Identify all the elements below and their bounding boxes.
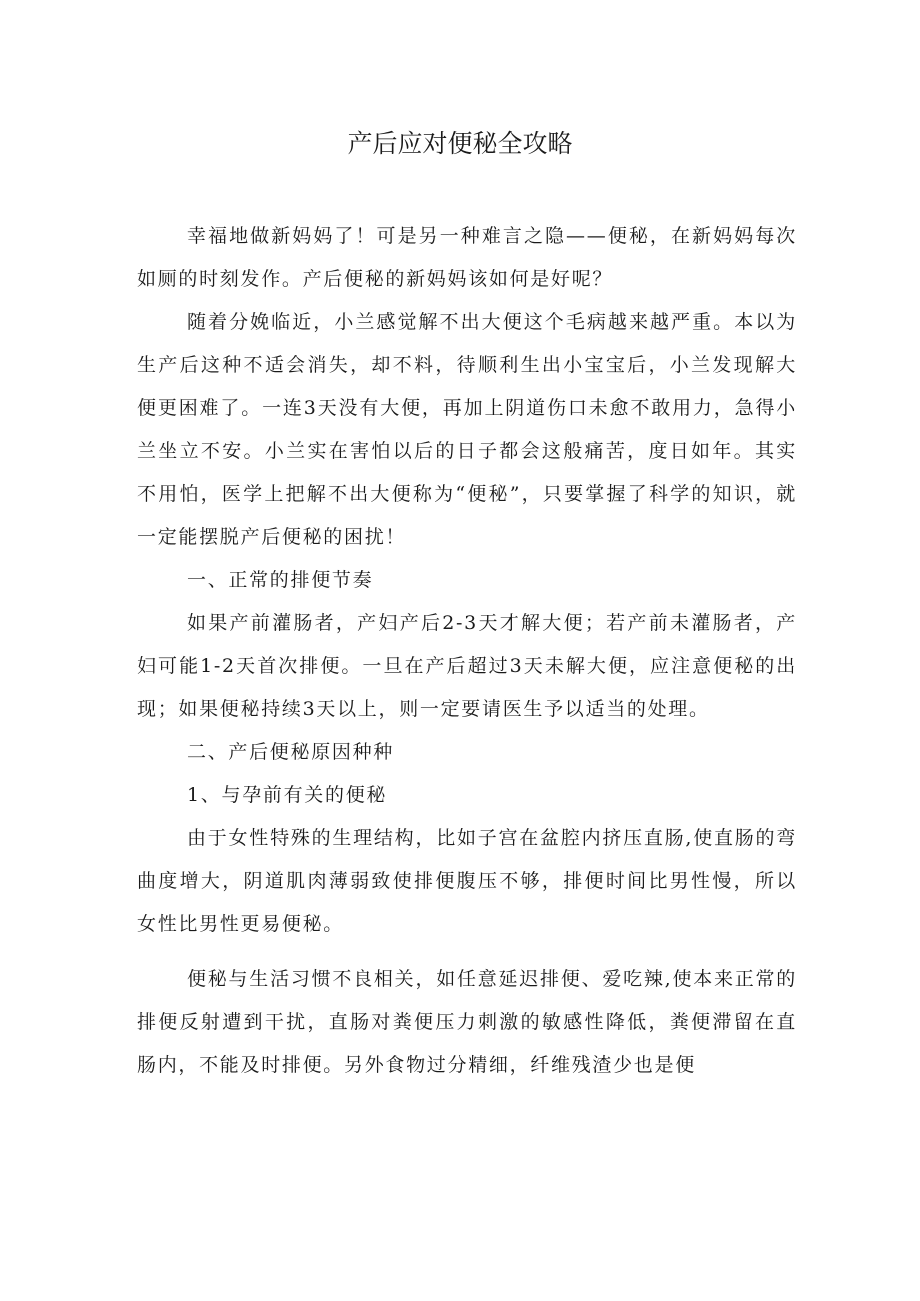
paragraph-physiology: 由于女性特殊的生理结构，比如子宫在盆腔内挤压直肠,使直肠的弯曲度增大，阴道肌肉薄弱致使排便腹压不够，排便时间比男性慢，所以女性比男性更易便秘。 <box>137 827 797 935</box>
subsection-heading-pre-pregnancy: 1、与孕前有关的便秘 <box>187 784 388 806</box>
paragraph-story: 随着分娩临近，小兰感觉解不出大便这个毛病越来越严重。本以为生产后这种不适会消失，却不料，待顺利生出小宝宝后，小兰发现解大便更困难了。一连3天没有大便，再加上阴道伤口未愈不敢用力，急得小兰坐立不安。小兰实在害怕以后的日子都会这般痛苦，度日如年。其实不用怕，医学上把解不出大便称为“便秘”，只要掌握了科学的知识，就一定能摆脱产后便秘的困扰！ <box>137 311 797 548</box>
paragraph-gap <box>137 946 797 958</box>
paragraph-habits: 便秘与生活习惯不良相关，如任意延迟排便、爱吃辣,使本来正常的排便反射遭到干扰，直肠对粪便压力刺激的敏感性降低，粪便滞留在直肠内，不能及时排便。另外食物过分精细，纤维残渣少也是便 <box>137 968 797 1076</box>
document-title: 产后应对便秘全攻略 <box>347 129 573 158</box>
paragraph-normal-rhythm: 如果产前灌肠者，产妇产后2-3天才解大便；若产前未灌肠者，产妇可能1-2天首次排便。一旦在产后超过3天未解大便，应注意便秘的出现；如果便秘持续3天以上，则一定要请医生予以适当的处理。 <box>137 612 797 720</box>
section-heading-normal-rhythm: 一、正常的排便节奏 <box>187 569 374 591</box>
section-heading-causes: 二、产后便秘原因种种 <box>187 741 395 763</box>
document-body <box>137 215 797 1087</box>
paragraph-intro: 幸福地做新妈妈了！可是另一种难言之隐——便秘，在新妈妈每次如厕的时刻发作。产后便秘的新妈妈该如何是好呢？ <box>137 225 797 290</box>
